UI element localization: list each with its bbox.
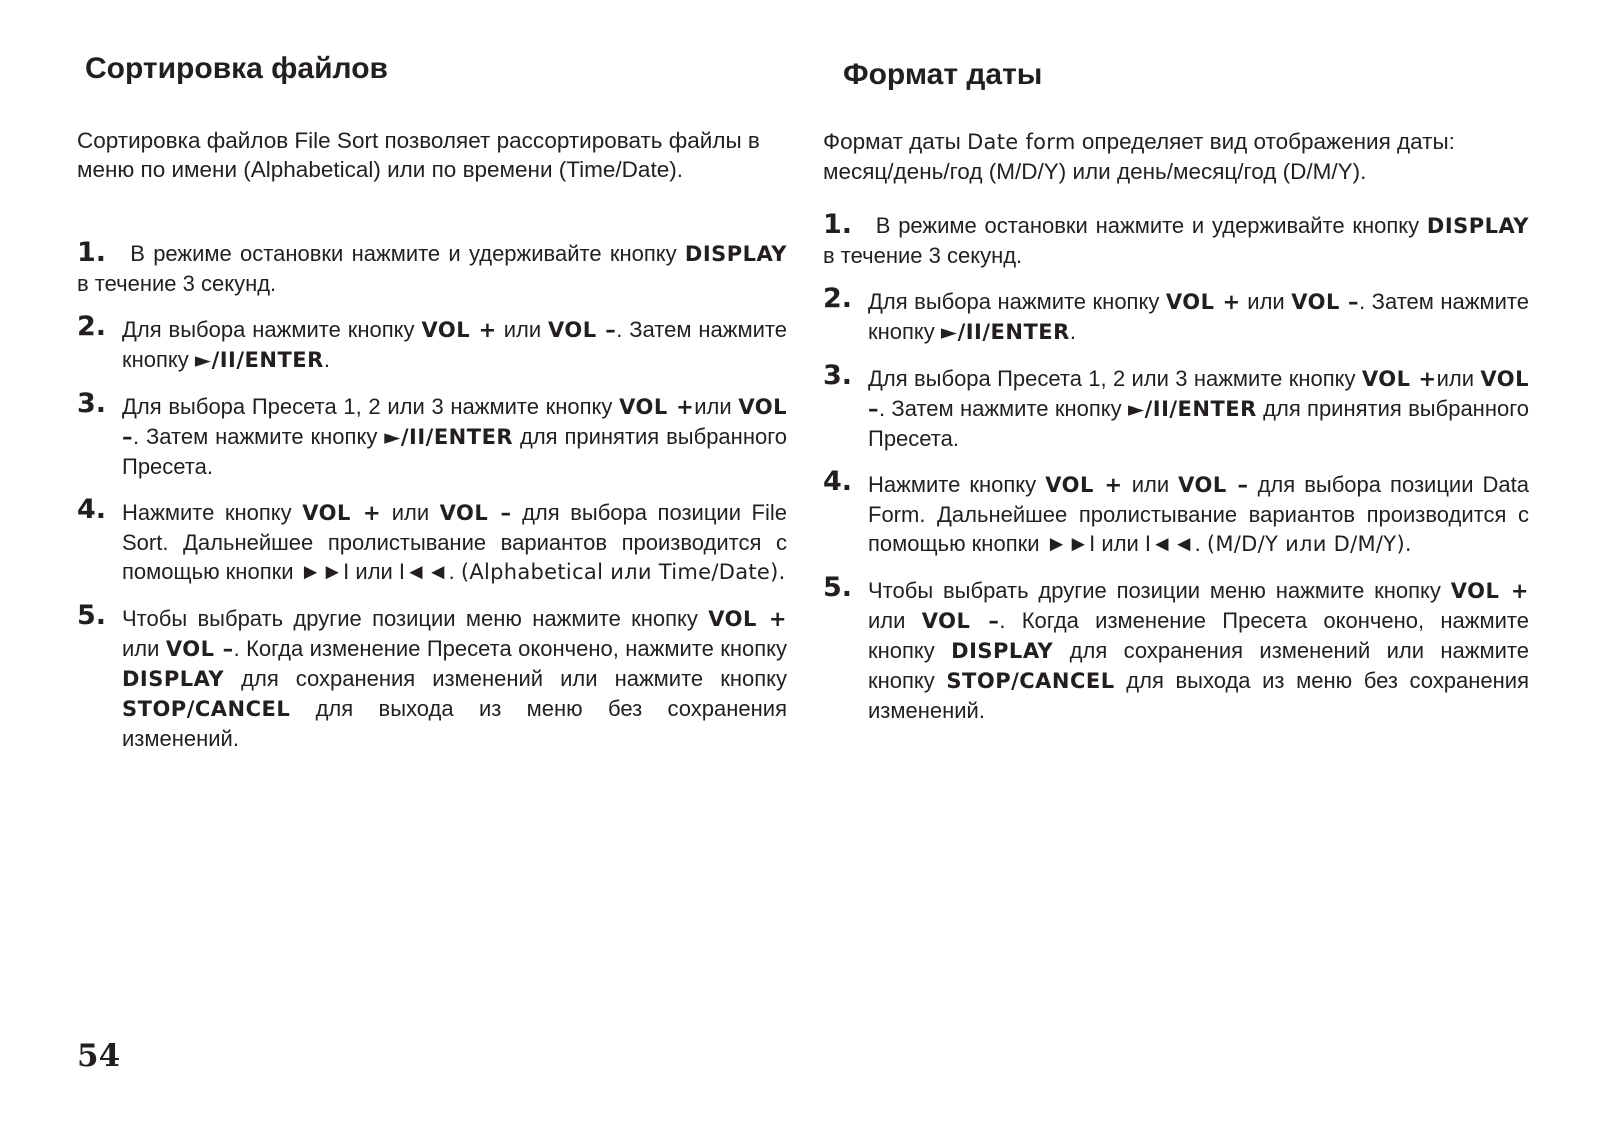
step-text: . Затем нажмите кнопку xyxy=(868,289,1529,344)
step-text: для сохранения изменений или нажмите кнопку xyxy=(241,666,787,691)
intro-text: определяет вид отображения даты: месяц/день/год (M/D/Y) или день/месяц/год (D/M/Y). xyxy=(823,129,1455,184)
vol-minus-key-label: VOL – xyxy=(868,367,1529,421)
step-text: для выхода из меню без сохранения изменений. xyxy=(868,668,1529,723)
step-text: . xyxy=(1069,319,1076,344)
date-format-step-5 xyxy=(823,572,1529,725)
vol-plus-key-label: VOL + xyxy=(1165,290,1241,314)
vol-plus-key-label: VOL + xyxy=(1045,473,1123,497)
vol-plus-key-label: VOL + xyxy=(1450,579,1529,603)
enter-key-label: ►/II/ENTER xyxy=(194,348,324,372)
vol-plus-key-label: VOL + xyxy=(1361,367,1437,391)
step-text: . Затем нажмите кнопку xyxy=(879,396,1122,421)
file-sort-step-2 xyxy=(77,311,787,375)
option-values: (Alphabetical или Time/Date). xyxy=(460,560,786,584)
vol-plus-key-label: VOL + xyxy=(421,318,497,342)
vol-minus-key-label: VOL – xyxy=(921,609,1000,633)
date-format-steps xyxy=(823,210,1529,742)
step-text: или xyxy=(391,500,430,525)
step-text: для принятия выбранного Пресета. xyxy=(122,424,787,479)
step-text: или xyxy=(1131,472,1170,497)
step-text: Чтобы выбрать другие позиции меню нажмите кнопку xyxy=(122,606,698,631)
file-sort-step-4 xyxy=(77,494,787,587)
step-text: Для выбора нажмите кнопку xyxy=(122,317,415,342)
step-text: или xyxy=(122,636,160,661)
vol-plus-key-label: VOL + xyxy=(708,607,787,631)
step-text: для выбора позиции Data Form. Дальнейшее пролистывание вариантов производится с помощью кнопки ►►I или I◄◄. xyxy=(868,472,1529,556)
stop-cancel-key-label: STOP/CANCEL xyxy=(122,697,291,721)
vol-minus-key-label: VOL – xyxy=(439,501,512,525)
display-key-label: DISPLAY xyxy=(122,667,225,691)
section-title-file-sort: Сортировка файлов xyxy=(85,52,388,85)
date-format-step-2 xyxy=(823,283,1529,347)
section-title-date-format: Формат даты xyxy=(843,58,1043,91)
vol-minus-key-label: VOL – xyxy=(548,318,617,342)
step-number: 2. xyxy=(823,283,853,314)
date-format-step-4 xyxy=(823,466,1529,559)
display-key-label: DISPLAY xyxy=(951,639,1054,663)
display-key-label: DISPLAY xyxy=(1426,214,1529,238)
step-text: для выхода из меню без сохранения изменений. xyxy=(122,696,787,751)
step-text: или xyxy=(694,394,732,419)
step-text-tail: в течение 3 секунд. xyxy=(77,271,277,296)
vol-minus-key-label: VOL – xyxy=(165,637,234,661)
step-text: . Когда изменение Пресета окончено, нажмите кнопку xyxy=(233,636,788,661)
step-text: Для выбора Пресета 1, 2 или 3 нажмите кнопку xyxy=(868,366,1356,391)
step-number: 2. xyxy=(77,311,107,342)
step-number: 1. xyxy=(77,237,107,268)
step-number: 3. xyxy=(77,388,107,419)
file-sort-step-3 xyxy=(77,388,787,481)
step-text: В режиме остановки нажмите и удерживайте кнопку xyxy=(130,241,677,266)
vol-minus-key-label: VOL – xyxy=(1178,473,1249,497)
enter-key-label: ►/II/ENTER xyxy=(384,425,514,449)
step-text: Нажмите кнопку xyxy=(868,472,1037,497)
step-number: 3. xyxy=(823,360,853,391)
step-text: В режиме остановки нажмите и удерживайте кнопку xyxy=(875,213,1420,238)
file-sort-step-5 xyxy=(77,600,788,753)
step-text: . Затем нажмите кнопку xyxy=(133,424,378,449)
step-text: . Затем нажмите кнопку xyxy=(122,317,787,372)
step-number: 1. xyxy=(823,209,853,240)
step-text: или xyxy=(503,317,542,342)
step-text: Чтобы выбрать другие позиции меню нажмите кнопку xyxy=(868,578,1441,603)
vol-plus-key-label: VOL + xyxy=(619,395,695,419)
vol-minus-key-label: VOL – xyxy=(122,395,787,449)
date-form-term: Date form xyxy=(967,130,1076,154)
step-text: . xyxy=(323,347,330,372)
vol-minus-key-label: VOL – xyxy=(1291,290,1360,314)
file-sort-intro: Сортировка файлов File Sort позволяет рассортировать файлы в меню по имени (Alphabetical) или по времени (Time/Date). xyxy=(77,128,760,182)
step-text: для сохранения изменений или нажмите кнопку xyxy=(868,638,1529,693)
step-text: Нажмите кнопку xyxy=(122,500,292,525)
step-text: или xyxy=(1436,366,1475,391)
date-format-intro xyxy=(823,127,1529,186)
step-text: или xyxy=(1247,289,1285,314)
enter-key-label: ►/II/ENTER xyxy=(1127,397,1257,421)
display-key-label: DISPLAY xyxy=(684,242,787,266)
date-format-step-3 xyxy=(823,360,1529,453)
date-format-step-1 xyxy=(823,210,1529,270)
stop-cancel-key-label: STOP/CANCEL xyxy=(946,669,1115,693)
step-text: Для выбора Пресета 1, 2 или 3 нажмите кнопку xyxy=(122,394,613,419)
step-text: Для выбора нажмите кнопку xyxy=(868,289,1160,314)
step-text: для принятия выбранного Пресета. xyxy=(868,396,1529,451)
step-text: . Когда изменение Пресета окончено, нажмите кнопку xyxy=(868,608,1529,663)
page-number: 54 xyxy=(77,1038,121,1074)
step-text-tail: в течение 3 секунд. xyxy=(823,243,1023,268)
file-sort-steps xyxy=(77,238,787,770)
step-number: 4. xyxy=(823,466,853,497)
intro-text: Формат даты xyxy=(823,129,961,154)
vol-plus-key-label: VOL + xyxy=(302,501,382,525)
enter-key-label: ►/II/ENTER xyxy=(940,320,1070,344)
step-text: для выбора позиции File Sort. Дальнейшее пролистывание вариантов производится с помощью кнопки ►►I или I◄◄. xyxy=(122,500,787,584)
step-number: 5. xyxy=(77,600,107,631)
file-sort-step-1 xyxy=(77,238,787,298)
step-text: или xyxy=(868,608,906,633)
step-number: 5. xyxy=(823,572,853,603)
step-number: 4. xyxy=(77,494,107,525)
option-values: (M/D/Y или D/M/Y). xyxy=(1206,532,1412,556)
